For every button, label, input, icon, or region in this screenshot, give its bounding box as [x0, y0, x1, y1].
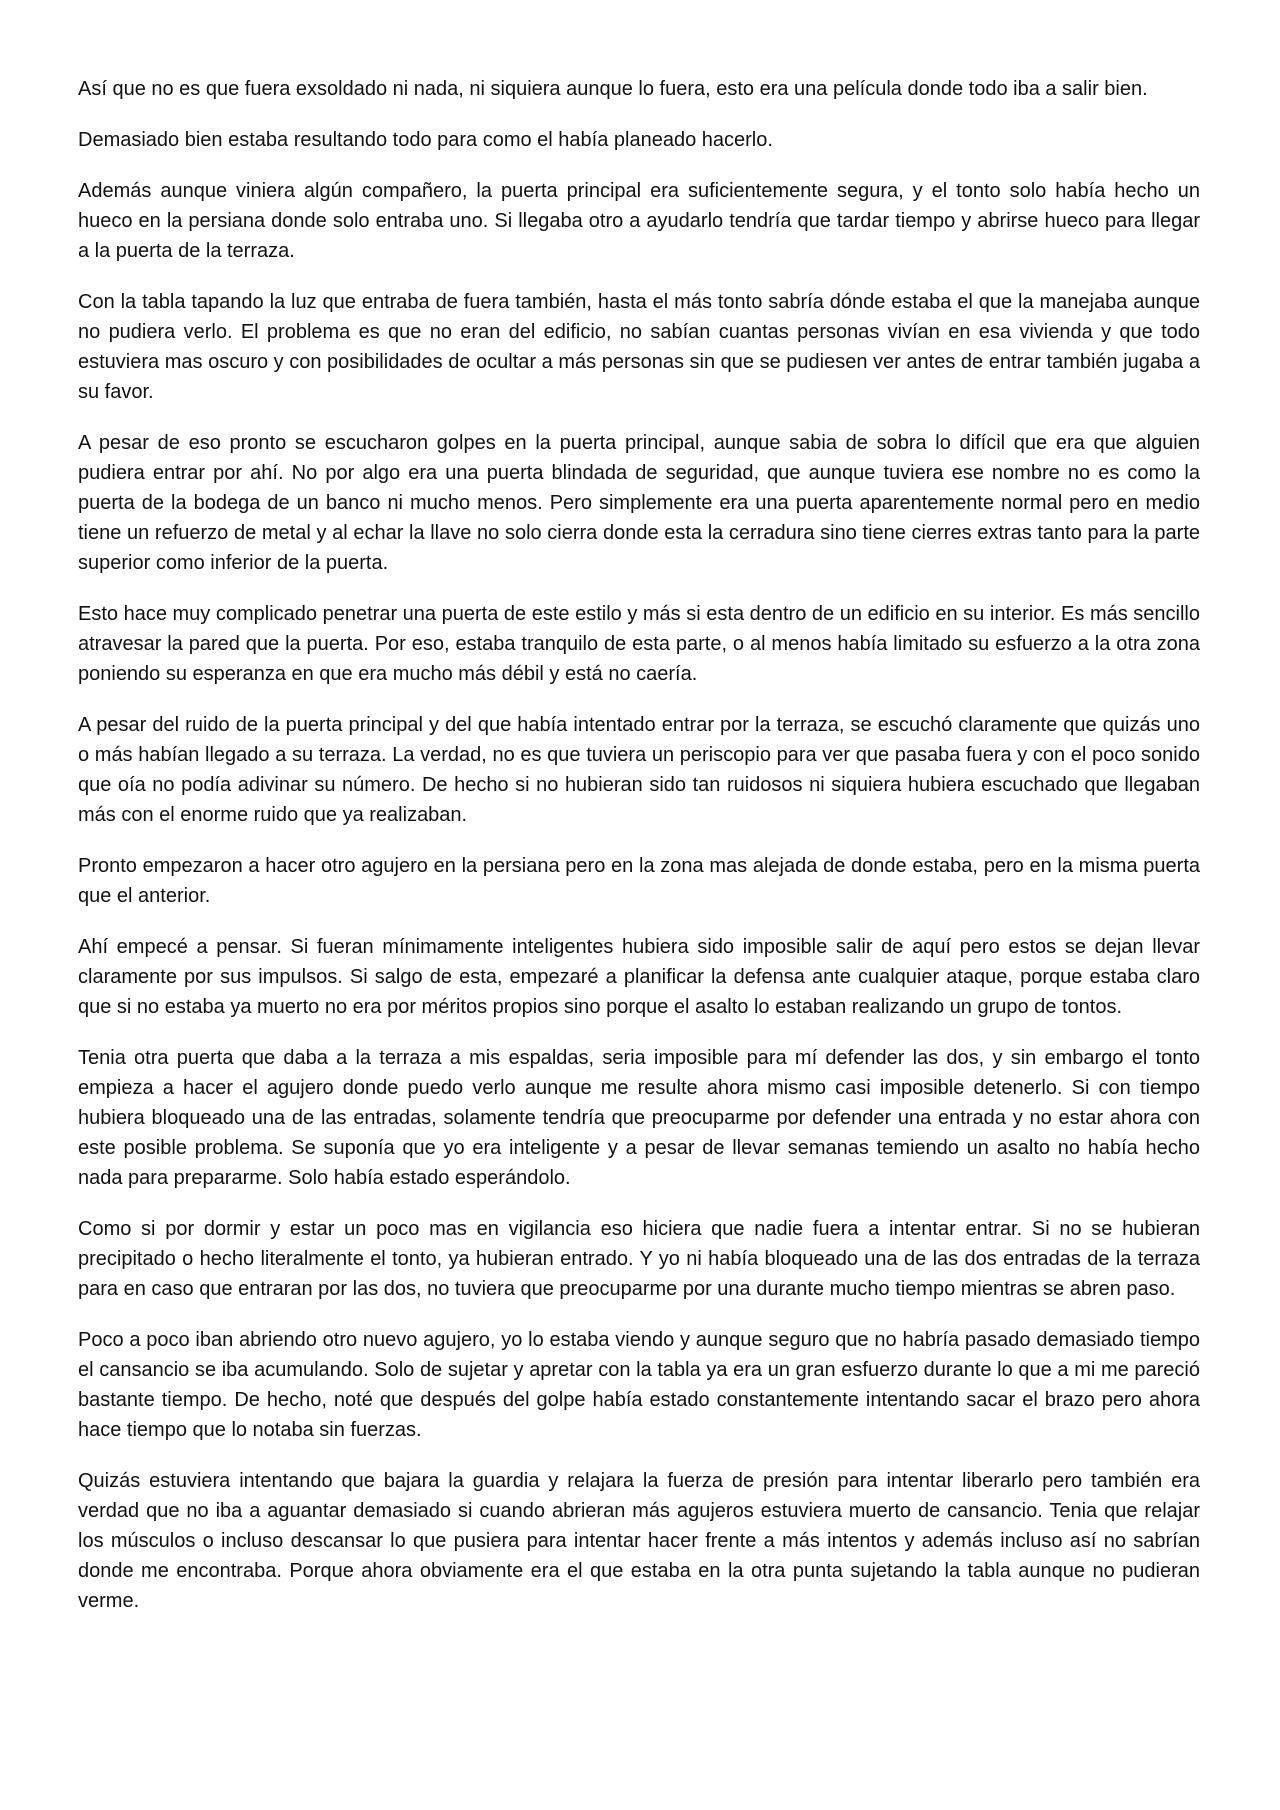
paragraph-7: A pesar del ruido de la puerta principal y del que había intentado entrar por la terraza, se escuchó claramente que quizás uno o más habían llegado a su terraza. La verdad, no es que tuviera un periscopio para ver que pasaba fuera y con el poco sonido que oía no podía adivinar su número. De hecho si no hubieran sido tan ruidosos ni siquiera hubiera escuchado que llegaban más con el enorme ruido que ya realizaban. [78, 714, 1200, 826]
paragraph-8: Pronto empezaron a hacer otro agujero en la persiana pero en la zona mas alejada de donde estaba, pero en la misma puerta que el anterior. [78, 855, 1200, 907]
paragraph-1: Así que no es que fuera exsoldado ni nada, ni siquiera aunque lo fuera, esto era una película donde todo iba a salir bien. [78, 78, 1148, 100]
paragraph-9: Ahí empecé a pensar. Si fueran mínimamente inteligentes hubiera sido imposible salir de aquí pero estos se dejan llevar claramente por sus impulsos. Si salgo de esta, empezaré a planificar la defensa ante cualquier ataque, porque estaba claro que si no estaba ya muerto no era por méritos propios sino porque el asalto lo estaban realizando un grupo de tontos. [78, 936, 1200, 1018]
paragraph-11: Como si por dormir y estar un poco mas en vigilancia eso hiciera que nadie fuera a intentar entrar. Si no se hubieran precipitado o hecho literalmente el tonto, ya hubieran entrado. Y yo ni había bloqueado una de las dos entradas de la terraza para en caso que entraran por las dos, no tuviera que preocuparme por una durante mucho tiempo mientras se abren paso. [78, 1218, 1200, 1300]
document-body [78, 74, 1200, 1616]
paragraph-3: Además aunque viniera algún compañero, la puerta principal era suficientemente segura, y el tonto solo había hecho un hueco en la persiana donde solo entraba uno. Si llegaba otro a ayudarlo tendría que tardar tiempo y abrirse hueco para llegar a la puerta de la terraza. [78, 180, 1200, 262]
paragraph-6: Esto hace muy complicado penetrar una puerta de este estilo y más si esta dentro de un edificio en su interior. Es más sencillo atravesar la pared que la puerta. Por eso, estaba tranquilo de esta parte, o al menos había limitado su esfuerzo a la otra zona poniendo su esperanza en que era mucho más débil y está no caería. [78, 603, 1200, 685]
paragraph-13: Quizás estuviera intentando que bajara la guardia y relajara la fuerza de presión para intentar liberarlo pero también era verdad que no iba a aguantar demasiado si cuando abrieran más agujeros estuviera muerto de cansancio. Tenia que relajar los músculos o incluso descansar lo que pusiera para intentar hacer frente a más intentos y además incluso así no sabrían donde me encontraba. Porque ahora obviamente era el que estaba en la otra punta sujetando la tabla aunque no pudieran verme. [78, 1470, 1200, 1612]
paragraph-10: Tenia otra puerta que daba a la terraza a mis espaldas, seria imposible para mí defender las dos, y sin embargo el tonto empieza a hacer el agujero donde puedo verlo aunque me resulte ahora mismo casi imposible detenerlo. Si con tiempo hubiera bloqueado una de las entradas, solamente tendría que preocuparme por defender una entrada y no estar ahora con este posible problema. Se suponía que yo era inteligente y a pesar de llevar semanas temiendo un asalto no había hecho nada para prepararme. Solo había estado esperándolo. [78, 1047, 1200, 1189]
paragraph-5: A pesar de eso pronto se escucharon golpes en la puerta principal, aunque sabia de sobra lo difícil que era que alguien pudiera entrar por ahí. No por algo era una puerta blindada de seguridad, que aunque tuviera ese nombre no es como la puerta de la bodega de un banco ni mucho menos. Pero simplemente era una puerta aparentemente normal pero en medio tiene un refuerzo de metal y al echar la llave no solo cierra donde esta la cerradura sino tiene cierres extras tanto para la parte superior como inferior de la puerta. [78, 432, 1200, 574]
paragraph-2: Demasiado bien estaba resultando todo para como el había planeado hacerlo. [78, 129, 773, 151]
paragraph-12: Poco a poco iban abriendo otro nuevo agujero, yo lo estaba viendo y aunque seguro que no habría pasado demasiado tiempo el cansancio se iba acumulando. Solo de sujetar y apretar con la tabla ya era un gran esfuerzo durante lo que a mi me pareció bastante tiempo. De hecho, noté que después del golpe había estado constantemente intentando sacar el brazo pero ahora hace tiempo que lo notaba sin fuerzas. [78, 1329, 1200, 1441]
paragraph-4: Con la tabla tapando la luz que entraba de fuera también, hasta el más tonto sabría dónde estaba el que la manejaba aunque no pudiera verlo. El problema es que no eran del edificio, no sabían cuantas personas vivían en esa vivienda y que todo estuviera mas oscuro y con posibilidades de ocultar a más personas sin que se pudiesen ver antes de entrar también jugaba a su favor. [78, 291, 1200, 403]
